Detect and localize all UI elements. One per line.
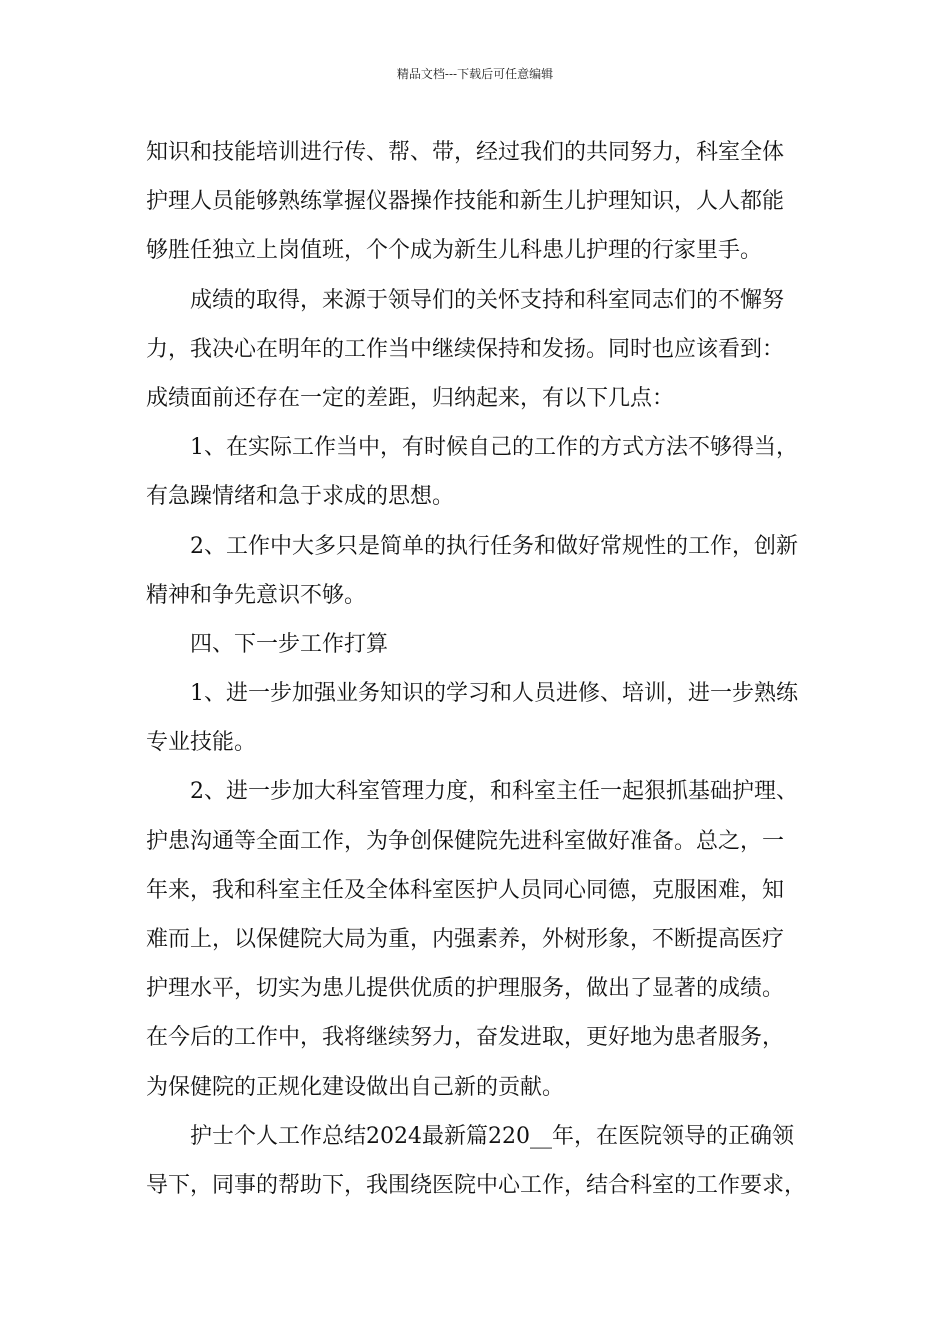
- text-line: 知识和技能培训进行传、帮、带，经过我们的共同努力，科室全体: [146, 140, 785, 165]
- text-line: 专业技能。: [146, 730, 257, 756]
- list-item-1-line: 1、进一步加强业务知识的学习和人员进修、培训，进一步熟练: [190, 681, 798, 707]
- text-line: 成绩面前还存在一定的差距，归纳起来，有以下几点：: [146, 385, 675, 411]
- text-line: 在今后的工作中，我将继续努力，奋发进取，更好地为患者服务，: [146, 1025, 785, 1051]
- text-line: 护患沟通等全面工作，为争创保健院先进科室做好准备。总之，一: [146, 828, 785, 854]
- text-line: 导下，同事的帮助下，我围绕医院中心工作，结合科室的工作要求，: [146, 1172, 807, 1198]
- text-line: 够胜任独立上岗值班，个个成为新生儿科患儿护理的行家里手。: [146, 238, 763, 264]
- list-item-2-line: 2、工作中大多只是简单的执行任务和做好常规性的工作，创新: [190, 533, 798, 559]
- text-line: 力，我决心在明年的工作当中继续保持和发扬。同时也应该看到：: [146, 336, 785, 362]
- text-line: 年来，我和科室主任及全体科室医护人员同心同德，克服困难，知: [146, 877, 785, 903]
- text-line: 护理人员能够熟练掌握仪器操作技能和新生儿护理知识，人人都能: [146, 189, 785, 215]
- text-line: 有急躁情绪和急于求成的思想。: [146, 484, 455, 510]
- section-heading: 四、下一步工作打算: [190, 631, 389, 657]
- text-line: 难而上，以保健院大局为重，内强素养，外树形象，不断提高医疗: [146, 927, 785, 952]
- text-line: 为保健院的正规化建设做出自己新的贡献。: [146, 1074, 565, 1100]
- document-body: [146, 128, 806, 1210]
- page-header: 精品文档---下载后可任意编辑: [396, 67, 554, 81]
- list-item-2-line: 2、进一步加大科室管理力度，和科室主任一起狠抓基础护理、: [190, 779, 798, 805]
- text-line: 护理水平，切实为患儿提供优质的护理服务，做出了显著的成绩。: [146, 976, 785, 1002]
- paragraph-first-line: 成绩的取得，来源于领导们的关怀支持和科室同志们的不懈努: [190, 287, 785, 313]
- text-line: 精神和争先意识不够。: [146, 582, 367, 608]
- paragraph-first-line: 护士个人工作总结2024最新篇220__年，在医院领导的正确领: [190, 1123, 794, 1149]
- list-item-1-line: 1、在实际工作当中，有时候自己的工作的方式方法不够得当，: [190, 435, 798, 461]
